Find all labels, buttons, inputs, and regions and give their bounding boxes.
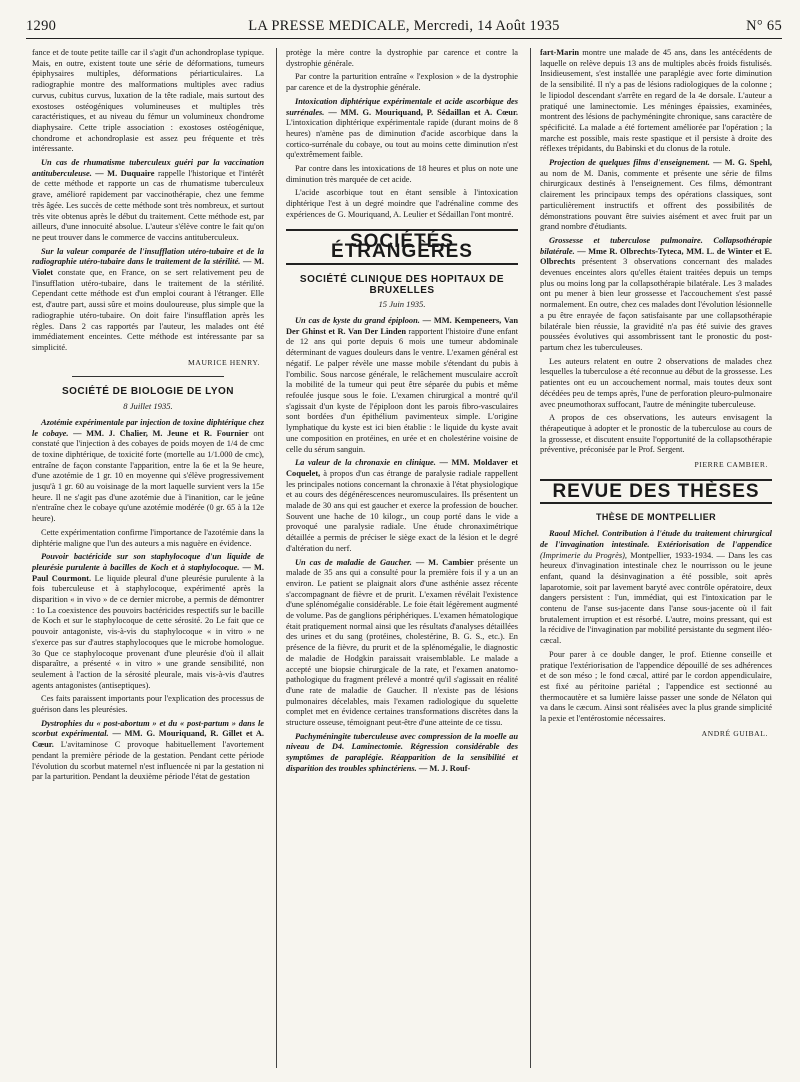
article-title: Un cas de maladie de Gaucher. [295, 557, 412, 567]
column-3 [540, 48, 772, 747]
issue-number: N° 65 [746, 18, 782, 34]
article-author: — M. Paul Courmont. [32, 562, 265, 583]
article [540, 158, 772, 233]
paragraph: L'acide ascorbique tout en étant sensible à l'intoxication diphtérique l'est à un degré moindre que l'adrénaline comme des expériences de G. Mouriquand, A. Leulier et Sédaillan l'ont montré. [286, 188, 518, 219]
article-body: L'avitaminose C provoque habituellement l'avortement pendant la première période de la gestation. Pendant cette période l'évolution du scorbut maternel n'est influencée ni par la gestation ni par la parturition. Pendant la deuxième période l'état de gestation [32, 740, 264, 782]
article-title: Pouvoir bactéricide sur son staphylocoque d'un liquide de pleurésie purulente à bacilles de Koch et à staphylocoque. [32, 552, 264, 572]
paragraph: Par contre dans les intoxications de 18 heures et plus on note une diminution très marquée de cet acide. [286, 164, 518, 184]
article-author: — M. Violet [32, 257, 265, 278]
article-author: — M. Cambier [415, 557, 474, 567]
article-body: Le liquide pleural d'une pleurésie purulente à la fois tuberculeuse et à staphylocoque, expérimenté après la disparition « in vivo » de ce dernier microbe, a permis de démontrer : 1o La coexistence des pouvoirs bactéricides respectifs sur le bacille de Koch et sur le staphylocoque de cette sérosité. 2o Le fait que ce pouvoir antagoniste, vis-à-vis du staphylocoque « in vitro » ne s'exerce pas sur d'autres staphylocoques que le microbe homologue. 3o Que ce staphylocoque provenant d'une pleurésie d'où il allait disparaître, a présenté « in vitro » une grande sensibilité, non seulement à l'action de la sérosité pleurale, mais vis-à-vis d'autres agents antagonistes (antiseptiques). [32, 573, 264, 690]
article-body: à propos d'un cas étrange de paralysie radiale rappellent les principales notions concernant la chronaxie à l'état physiologique et au cours des dégénérescences neuromusculaires. Ils présentent un malade de 30 ans qui est gaucher et exerce la profession de boucher. Souvent une hache de 10 kilogr., un coup porté dans le vide a provoqué une paralysie radiale. Une étude chronaximétrique détaillée a permis de préciser le siège exact de la lésion et le degré d'altération du nerf. [286, 468, 519, 553]
article-body: rappelle l'historique et l'intérêt de cette méthode et rapporte un cas de rhumatisme tuberculeux grave, amélioré rapidement par vaccinothérapie, chez une femme très âgée. Les succès de cette méthode sont très nombreux, et surtout très vite obtenus après le début du traitement. Cette méthode est, par ailleurs, d'une innocuité absolue. L'auteur s'élève contre le fait qu'on ne peut trouver dans le commerce de vaccins antituberculeux. [32, 168, 265, 242]
article-author: — Mme R. Olbrechts-Tyteca, MM. L. de Winter et E. Olbrechts [540, 246, 772, 267]
article-author: — MM. Kempeneers, Van Der Ghinst et R. Van Der Linden [286, 316, 518, 336]
article-body: L'intoxication diphtérique expérimentale rapide (durant moins de 8 heures) n'amène pas de diminution d'acide ascorbique dans la cortico-surrénale du cobaye, ou tout au moins cette diminution n'est qu'extrêmement faible. [286, 118, 518, 160]
section-title: SOCIÉTÉ DE BIOLOGIE DE LYON [61, 386, 235, 398]
paragraph: Pour parer à ce double danger, le prof. Etienne conseille et pratique l'extériorisation de l'appendice dépouillé de ses adhérences et de son méso ; le fond cæcal, attiré par le cordon appendiculaire, est fixé au péritoine pariétal ; l'appendice est sectionné au thermocautère et sa lumière laisse passer une sonde de Nélaton qui va dans le cæcum. Ainsi sont réalisées avec la plus grande simplicité la pexie et l'entérostomie nécessaires. [540, 649, 772, 724]
article [286, 316, 518, 455]
article-title: Dystrophies du « post-abortum » et du « post-partum » dans le scorbut expérimental. [32, 718, 264, 739]
article-body: ont constaté que l'injection à des cobayes de poids moyen de 1/4 de cmc de toxine diphtérique, de toxicité forte (mortelle au 1/1.000 de cmc), entraîne de façon constante l'apparition, entre la 6e et la 9e heure, d'une azotémie de 1 gr. 10 en moyenne qui s'élève progressivement jusqu'à 1 gr. 60 au voisinage de la mort laquelle survient vers la 15e heure. Il ne s'agit pas d'une azotémie due à l'inanition, car le jeûne n'entraîne chez le cobaye qu'une azotémie modérée (0 gr. 65 à la 12e heure). [32, 428, 265, 524]
article-title: Un cas de rhumatisme tuberculeux guéri par la vaccination antituberculeuse. [32, 158, 264, 178]
article [286, 97, 518, 161]
paragraph: Ces faits paraissent importants pour l'explication des processus de guérison dans les pleurésies. [32, 694, 264, 715]
article-author: — M. Duquaire [95, 168, 155, 178]
section-banner: SOCIÉTÉS ÉTRANGÈRES [286, 229, 518, 265]
section-subtitle: THÈSE DE MONTPELLIER [595, 512, 716, 523]
page-number: 1290 [26, 18, 57, 34]
article-title: Un cas de kyste du grand épiploon. [295, 316, 420, 326]
article-author: fart-Marin [540, 48, 580, 57]
article-author: — MM. G. Mouriquand, R. Gillet et A. Cœur. [32, 729, 264, 750]
paragraph: Cette expérimentation confirme l'importance de l'azotémie dans la diphtérie maligne que l'un des auteurs a mis naguère en évidence. [32, 527, 264, 548]
column-2 [286, 48, 518, 778]
paragraph: Par contre la parturition entraîne « l'explosion » de la dystrophie par carence et de la dystrophie générale. [286, 72, 518, 93]
article [286, 558, 518, 729]
signature: PIERRE CAMBIER. [694, 460, 768, 470]
paragraph: A propos de ces observations, les auteurs envisagent la thérapeutique à adopter et le pronostic de la tuberculose au cours de la grossesse, et discutent ensuite l'opportunité de la collapsothérapie préventive, préconisée par le Prof. Sergent. [540, 413, 772, 455]
article [32, 247, 264, 354]
article-title: La valeur de la chronaxie en clinique. [295, 458, 436, 468]
article-title: Azotémie expérimentale par injection de toxine diphtérique chez le cobaye. [32, 417, 264, 438]
article [286, 732, 518, 775]
column-1 [32, 48, 264, 786]
article [32, 719, 264, 783]
article-body: Montpellier, 1933-1934. — Dans les cas heureux d'invagination intestinale chez le nourrisson ou le jeune enfant, quand la désinvagination a été possible, soit après laparotomie, soit par lavement baryté avec contrôle opératoire, deux dangers persistent : l'un, immédiat, qui est l'intoxication par le contenu de l'anse sus-jacente dans l'anse sous-jacente où il fait brutalement irruption et est résorbé. L'autre, moins pressant, qui est la récidive de l'invagination par mobilité persistante du segment iléo-cæcal. [540, 550, 773, 646]
article-author: — MM. Moldaver et Coquelet, [286, 458, 519, 478]
signature: ANDRÉ GUIBAL. [701, 728, 768, 738]
article-body: montre une malade de 45 ans, dans les antécédents de laquelle on relève depuis 13 ans de multiples abcès froids fistulisés. Insidieusement, s'est installée une paraplégie avec forte diminution de la sensibilité. Il n'y a pas de lésions radiologiques de la colonne ; le lipiodol descendant s'arrête en regard de la 4e dorsale. L'auteur a pratiqué une laminectomie. Les méninges épaissies, examinées, montrent des lésions de pachyméningite chronique, sans caractère de spécificité. La malade a été fortement améliorée par l'opération ; la marche est possible, mais reste spastique et il persiste à droite des réflexes trépidants, du Babinski et du clonus de la rotule. [540, 48, 773, 154]
article [286, 458, 518, 554]
thesis-title: Raoul Michel. Contribution à l'étude du traitement chirurgical de l'invagination intestinale. Extériorisation de l'appendice [540, 529, 772, 549]
article [32, 158, 264, 244]
article-author: — MM. J. Chalier, M. Jeune et R. Fournier [73, 428, 249, 438]
article [32, 418, 264, 525]
column-divider [530, 48, 531, 1068]
column-divider [276, 48, 277, 1068]
section-banner: REVUE DES THÈSES [540, 479, 772, 505]
article-title: Sur la valeur comparée de l'insufflation utéro-tubaire et de la radiographie utéro-tubaire dans le traitement de la stérilité. [32, 246, 264, 267]
signature: MAURICE HENRY. [188, 357, 260, 367]
article-author: — M. J. Rouf- [418, 763, 471, 773]
article-author: — M. G. Spehl, [713, 158, 773, 168]
paragraph: protège la mère contre la dystrophie par carence et contre la dystrophie générale. [286, 48, 518, 68]
article-body: constate que, en France, on se sert relativement peu de l'insufflation utéro-tubaire, dans le traitement de la stérilité. Cependant cette méthode est d'un emploi courant à l'étranger. Elle est, d'autre part, aussi sûre et moins douloureuse, plus simple que la radiographie utéro-tubaire. On doit faire l'insufflation après les règles. Dans 2 cas rapportés par l'auteur, les malades ont été immédiatement enceintes. Cette méthode est intéressante par sa simplicité. [32, 268, 264, 352]
paragraph: Les auteurs relatent en outre 2 observations de malades chez lesquelles la tuberculose a été reconnue au début de la grossesse. Les patientes ont eu un accouchement normal, mais toutes deux sont décédées peu de temps après, l'une de perforation pleuro-pulmonaire avec pneumothorax suffocant, l'autre de méningite tuberculeuse. [540, 356, 772, 409]
article-title: Intoxication diphtérique expérimentale et acide ascorbique des surrénales. [286, 96, 518, 117]
article [540, 48, 772, 155]
article-body: présentent 3 observations concernant des malades devenues enceintes alors qu'elles étaient traitées depuis un temps plus ou moins long par la collapsothérapie bilatérale. Les 3 malades ont pu mener à bien leur grossesse et l'accouchement s'est passé normalement. En outre, chez ces malades dont l'évolution lésionnelle a pu être enrayée de façon satisfaisante par une collapsothérapie bilatérale bien réussie, la gravidité n'a pas été suivie des graves poussées évolutives qui assombrissent tant le pronostic du post-partum chez les tuberculeuses. [540, 257, 772, 352]
article-author: — MM. G. Mouriquand, P. Sédaillan et A. Cœur. [328, 107, 519, 117]
session-date: 8 Juillet 1935. [123, 401, 173, 412]
article-title: Grossesse et tuberculose pulmonaire. Collapsothérapie bilatérale. [540, 235, 772, 256]
paragraph: fance et de toute petite taille car il s'agit d'un achondroplase typique. Mais, en outre, existent toute une série de déformations, tumeurs épiphysaires multiples, déformations périarticulaires. La radiographie montre des malformations multiples avec radius curvus, cubitus curvus, luxation de la tête radiale, mais surtout des exostoses ostéogéniques volumineuses et multiples très caractéristiques, et au niveau du fémur un volumineux chondrome diaphysaire. Cette triple association : exostoses ostéogénique, chondrome et achondroplasie est assez peu fréquente et très intéressante. [32, 48, 264, 154]
newspaper-page [26, 10, 782, 1076]
article-title: Projection de quelques films d'enseignement. [549, 158, 710, 168]
article-body: rapportent l'histoire d'une enfant de 12 ans qui porte depuis 6 mois une tumeur abdominale déterminant de vagues douleurs dans le ventre. L'examen général est négatif. Le palper révèle une masse mobile s'étendant du pubis à l'ombilic. Sous narcose générale, le relâchement musculaire accroît la mobilité de la tumeur qui peut être séparée du pubis et même refoulée jusque sous le foie. L'examen chirurgical a montré qu'il s'agissait d'un kyste de l'épiploon dont les parois fibro-vasculaires sont bordées d'un épithélium pavimenteux simple. L'origine lymphatique du kyste est ici bien établie : le liquide du kyste avait une composition en protéines, en urée et en cholestérine voisine de celle du sérum sanguin. [286, 326, 518, 454]
article-body: présente un malade de 35 ans qui a consulté pour la première fois il y a un an environ. Le patient se plaignait alors d'une asthénie assez récente s'accompagnant de fièvre et de prurit. L'examen révélait l'existence d'une splénomégalie considérable. Le foie était légèrement augmenté de volume. Pas de ganglions périphériques. L'examen hématologique était pratiquement normal ainsi que les résultats d'analyses détaillées des urines et du sang (protéines, cholestérine, B. G. S., etc.). En présence de la fièvre, du prurit et de la splénomégalie, le diagnostic de maladie de Hodgkin paraissait vraisemblable. Le malade a accepté une biopsie chirurgicale de la rate, et l'examen anatomo-pathologique du fragment prélevé a montré qu'il s'agissait en réalité d'une rate de maladie de Gaucher. Il n'existe pas de lésions pulmonaires décelables, mais l'examen radiologique du squelette complet met en évidence certaines transformations discrètes dans la structure osseuse, témoignant peut-être d'une atteinte de ce tissu. [286, 557, 518, 728]
session-date: 15 Juin 1935. [378, 299, 426, 310]
article [32, 552, 264, 691]
article [540, 529, 772, 647]
article-title: Pachyméningite tuberculeuse avec compression de la moelle au niveau de D4. Laminectomie. Régression considérable des symptômes de paraplégie. Réapparition de la sensibilité et disparition des troubles sphinctériens. [286, 731, 518, 773]
page-header [26, 10, 782, 39]
article [540, 236, 772, 354]
section-title: SOCIÉTÉ CLINIQUE DES HOPITAUX DE BRUXELLES [299, 273, 505, 296]
thesis-publisher: (Imprimerie du Progrès), [540, 550, 627, 560]
journal-title: LA PRESSE MEDICALE, Mercredi, 14 Août 1935 [248, 18, 560, 34]
divider [72, 376, 224, 377]
article-body: au nom de M. Danis, commente et présente une série de films chirurgicaux destinés à l'enseignement. Ces films, démontrant clairement les principaux temps des opérations classiques, sont particulièrement instructifs et offrent des possibilités de démonstrations pouvant être suivies aisément et avec fruit par un grand nombre d'étudiants. [540, 168, 772, 232]
